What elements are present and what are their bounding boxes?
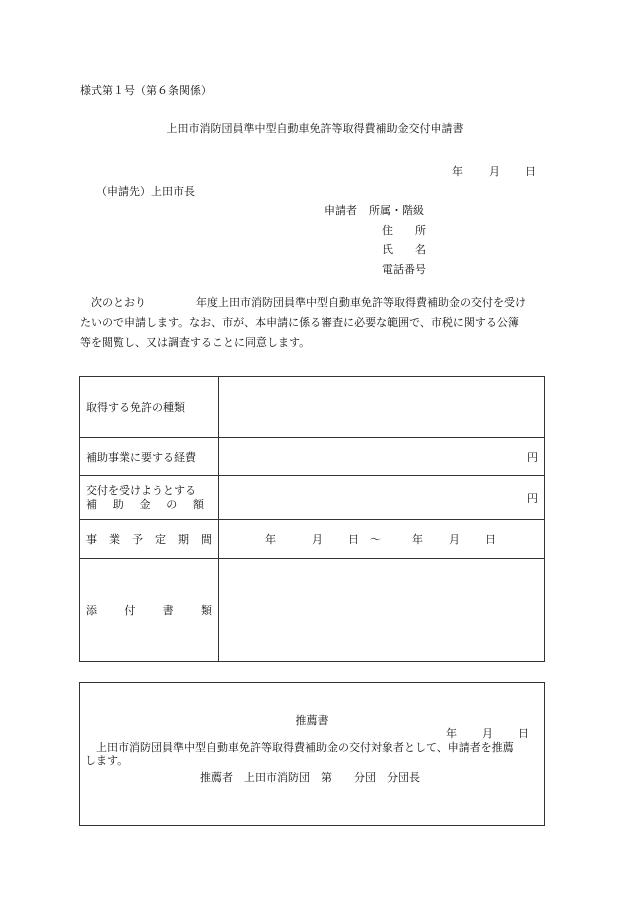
rec-date-day: 日 <box>518 727 529 740</box>
expense-row <box>80 438 545 476</box>
applicant-label: 申請者 <box>324 204 357 217</box>
application-date <box>452 163 536 179</box>
license-type-row <box>80 377 545 438</box>
attach-char: 添 <box>86 604 97 617</box>
attachments-label <box>80 559 219 662</box>
expense-label: 補助事業に要する経費 <box>80 438 219 476</box>
project-period-label <box>80 520 219 559</box>
form-number: 様式第１号（第６条関係） <box>80 84 212 97</box>
period-char: 事 <box>86 533 97 546</box>
grant-char: 補 <box>86 497 97 511</box>
attach-char: 類 <box>200 604 212 617</box>
period-char: 予 <box>132 533 143 546</box>
period-start-month: 月 <box>312 533 323 546</box>
applicant-address-label: 住 所 <box>382 224 426 237</box>
attach-char: 付 <box>124 604 136 617</box>
period-char: 期 <box>178 533 189 546</box>
statement-line1: 年度上田市消防団員準中型自動車免許等取得費補助金の交付を受け <box>196 296 526 309</box>
period-char: 間 <box>201 533 212 546</box>
grant-char: 額 <box>193 497 204 511</box>
expense-field[interactable] <box>219 438 545 476</box>
period-start-day: 日 <box>348 533 359 546</box>
statement-line2: たいので申請します。なお、市が、本申請に係る審査に必要な範囲で、市税に関する公簿 <box>80 316 519 329</box>
date-month: 月 <box>489 165 500 178</box>
attach-char: 書 <box>162 604 174 617</box>
license-type-field[interactable] <box>219 377 545 438</box>
grant-amount-label <box>80 476 219 520</box>
recommendation-title: 推薦書 <box>295 714 329 727</box>
recommendation-box <box>79 682 545 826</box>
statement-line3: 等を閲覧し、又は調査することに同意します。 <box>80 336 311 349</box>
application-statement <box>80 293 548 353</box>
recommendation-date <box>446 725 529 741</box>
addressee: （申請先）上田市長 <box>96 185 195 198</box>
recommender-signature: 推薦者 上田市消防団 第 分団 分団長 <box>200 771 420 784</box>
period-char: 業 <box>109 533 120 546</box>
grant-label-line2 <box>86 498 212 512</box>
grant-char: の <box>166 497 178 511</box>
recommendation-line1: 上田市消防団員準中型自動車免許等取得費補助金の交付対象者として、申請者を推薦 <box>85 741 514 754</box>
date-day: 日 <box>525 165 536 178</box>
project-period-field[interactable] <box>219 520 545 559</box>
recommendation-line2: します。 <box>85 754 129 767</box>
period-end-day: 日 <box>485 533 496 546</box>
applicant-affiliation-label: 所属・階級 <box>369 204 424 217</box>
rec-date-year: 年 <box>446 727 457 740</box>
grant-char: 金 <box>139 497 151 511</box>
period-end-year: 年 <box>412 533 423 546</box>
grant-char: 助 <box>112 497 124 511</box>
period-start-year: 年 <box>265 533 276 546</box>
period-tilde: ～ <box>370 533 381 546</box>
expense-yen: 円 <box>527 450 538 464</box>
applicant-phone-label: 電話番号 <box>382 263 426 276</box>
date-year: 年 <box>452 165 463 178</box>
period-end-month: 月 <box>449 533 460 546</box>
document-title: 上田市消防団員準中型自動車免許等取得費補助金交付申請書 <box>166 122 464 135</box>
attachments-field[interactable] <box>219 559 545 662</box>
rec-date-month: 月 <box>482 727 493 740</box>
grant-amount-row <box>80 476 545 520</box>
grant-amount-field[interactable] <box>219 476 545 520</box>
recommendation-text <box>85 741 540 767</box>
applicant-name-label: 氏 名 <box>382 243 426 256</box>
project-period-row <box>80 520 545 559</box>
application-table <box>79 376 545 662</box>
license-type-label: 取得する免許の種類 <box>80 377 219 438</box>
grant-yen: 円 <box>527 491 538 505</box>
statement-lead: 次のとおり <box>91 296 146 309</box>
grant-label-line1: 交付を受けようとする <box>86 483 196 497</box>
attachments-row <box>80 559 545 662</box>
period-char: 定 <box>155 533 166 546</box>
